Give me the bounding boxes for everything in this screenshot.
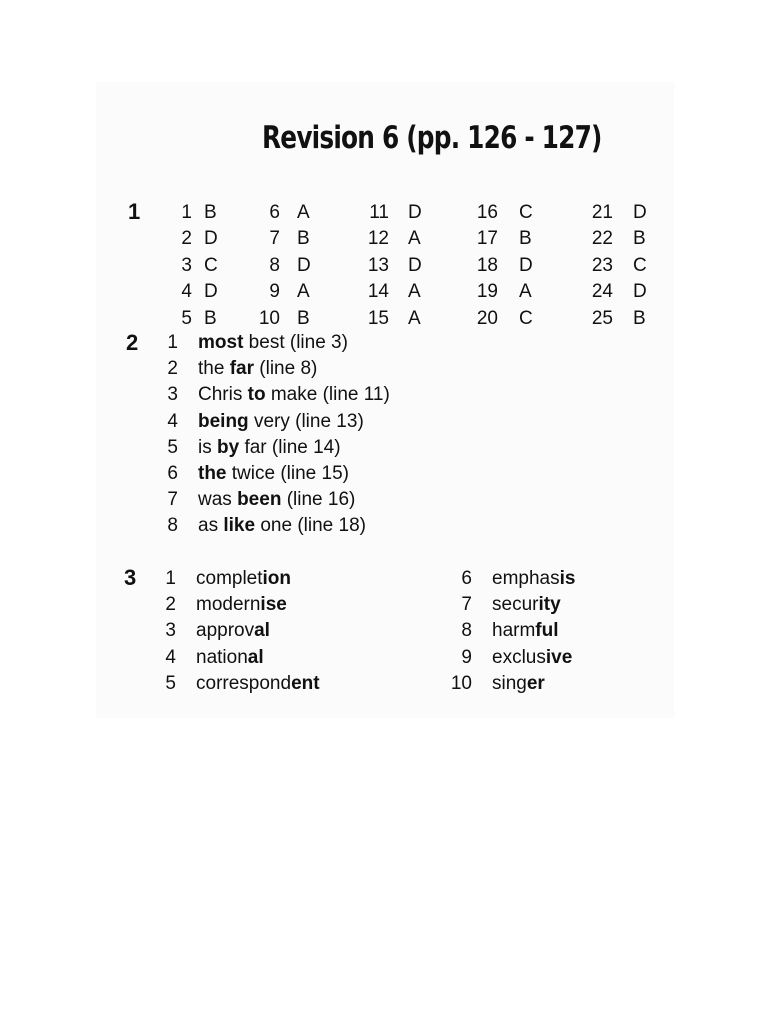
bold-word: being bbox=[198, 411, 249, 432]
bold-suffix: ive bbox=[545, 647, 573, 668]
word-stem: sing bbox=[492, 673, 527, 694]
word-stem: modern bbox=[196, 594, 261, 615]
answer-letter: C bbox=[519, 308, 533, 329]
word-form bbox=[492, 568, 575, 590]
bold-word: like bbox=[223, 515, 256, 536]
item-number: 1 bbox=[167, 332, 178, 353]
question-number: 9 bbox=[269, 281, 280, 302]
plain-text: the bbox=[198, 358, 230, 379]
answer-letter: B bbox=[297, 228, 310, 249]
correction-text bbox=[198, 437, 341, 459]
answer-letter: C bbox=[204, 255, 218, 276]
question-number: 19 bbox=[476, 281, 498, 302]
plain-text: was bbox=[198, 489, 238, 510]
answer-letter: D bbox=[633, 281, 647, 302]
answer-letter: A bbox=[519, 281, 532, 302]
item-number: 2 bbox=[165, 594, 176, 615]
bold-word: the bbox=[198, 463, 227, 484]
word-form bbox=[196, 568, 291, 590]
bold-suffix: ion bbox=[262, 568, 292, 589]
question-number: 25 bbox=[591, 308, 613, 329]
answer-letter: A bbox=[408, 228, 421, 249]
bold-suffix: al bbox=[254, 620, 270, 641]
item-number: 3 bbox=[167, 384, 178, 405]
question-number: 11 bbox=[369, 202, 389, 223]
word-form bbox=[196, 620, 270, 642]
question-number: 22 bbox=[591, 228, 613, 249]
correction-text bbox=[198, 332, 348, 354]
question-number: 8 bbox=[269, 255, 280, 276]
question-number: 7 bbox=[269, 228, 280, 249]
answer-letter: A bbox=[408, 281, 421, 302]
answer-letter: D bbox=[297, 255, 311, 276]
word-stem: correspond bbox=[196, 673, 292, 694]
answer-letter: A bbox=[297, 202, 310, 223]
correction-text bbox=[198, 515, 366, 537]
question-number: 6 bbox=[269, 202, 280, 223]
bold-suffix: ity bbox=[538, 594, 561, 615]
answer-letter: B bbox=[204, 308, 217, 329]
question-number: 14 bbox=[367, 281, 389, 302]
bold-word: been bbox=[237, 489, 282, 510]
answer-letter: C bbox=[633, 255, 647, 276]
plain-text: make (line 11) bbox=[265, 384, 390, 405]
bold-word: far bbox=[229, 358, 254, 379]
question-number: 4 bbox=[181, 281, 192, 302]
bold-word: most bbox=[198, 332, 244, 353]
answer-letter: D bbox=[633, 202, 647, 223]
question-number: 1 bbox=[181, 202, 192, 223]
bold-suffix: ful bbox=[535, 620, 559, 641]
section-2-number: 2 bbox=[126, 330, 139, 355]
item-number: 3 bbox=[165, 620, 176, 641]
answer-letter: B bbox=[519, 228, 532, 249]
answer-letter: D bbox=[408, 255, 422, 276]
plain-text: as bbox=[198, 515, 224, 536]
plain-text: best (line 3) bbox=[243, 332, 348, 353]
word-form bbox=[196, 594, 287, 616]
word-stem: approv bbox=[196, 620, 255, 641]
question-number: 2 bbox=[181, 228, 192, 249]
word-stem: nation bbox=[196, 647, 248, 668]
question-number: 23 bbox=[591, 255, 613, 276]
question-number: 24 bbox=[591, 281, 613, 302]
question-number: 16 bbox=[476, 202, 498, 223]
item-number: 8 bbox=[461, 620, 472, 641]
plain-text: one (line 18) bbox=[255, 515, 366, 536]
bold-suffix: al bbox=[247, 647, 264, 668]
bold-word: to bbox=[247, 384, 266, 405]
bold-word: by bbox=[217, 437, 240, 458]
item-number: 6 bbox=[461, 568, 472, 589]
section-1-number: 1 bbox=[128, 199, 141, 224]
word-form bbox=[492, 647, 572, 669]
word-stem: exclus bbox=[492, 647, 546, 668]
word-stem: emphas bbox=[492, 568, 560, 589]
item-number: 8 bbox=[167, 515, 178, 536]
item-number: 2 bbox=[167, 358, 178, 379]
item-number: 5 bbox=[165, 673, 176, 694]
question-number: 18 bbox=[476, 255, 498, 276]
word-form bbox=[196, 673, 320, 695]
plain-text: (line 16) bbox=[281, 489, 356, 510]
answer-letter: B bbox=[633, 308, 646, 329]
correction-text bbox=[198, 384, 390, 406]
section-3-number: 3 bbox=[124, 565, 137, 590]
question-number: 12 bbox=[367, 228, 389, 249]
question-number: 5 bbox=[181, 308, 192, 329]
plain-text: twice (line 15) bbox=[226, 463, 349, 484]
question-number: 10 bbox=[258, 308, 280, 329]
bold-suffix: er bbox=[526, 673, 545, 694]
item-number: 10 bbox=[450, 673, 472, 694]
word-stem: complet bbox=[196, 568, 263, 589]
word-stem: harm bbox=[492, 620, 536, 641]
answer-letter: A bbox=[408, 308, 421, 329]
bold-suffix: is bbox=[559, 568, 576, 589]
page-title: Revision 6 (pp. 126 - 127) bbox=[262, 120, 602, 156]
question-number: 3 bbox=[181, 255, 192, 276]
question-number: 13 bbox=[367, 255, 389, 276]
plain-text: is bbox=[198, 437, 217, 458]
word-form bbox=[492, 620, 559, 642]
item-number: 7 bbox=[167, 489, 178, 510]
answer-letter: B bbox=[204, 202, 217, 223]
plain-text: very (line 13) bbox=[248, 411, 364, 432]
word-form bbox=[196, 647, 264, 669]
answer-letter: B bbox=[297, 308, 310, 329]
item-number: 4 bbox=[165, 647, 176, 668]
question-number: 15 bbox=[367, 308, 389, 329]
plain-text: far (line 14) bbox=[239, 437, 341, 458]
answer-letter: C bbox=[519, 202, 533, 223]
answer-letter: D bbox=[408, 202, 422, 223]
item-number: 4 bbox=[167, 411, 178, 432]
answer-letter: D bbox=[519, 255, 533, 276]
bold-suffix: ent bbox=[291, 673, 320, 694]
item-number: 6 bbox=[167, 463, 178, 484]
question-number: 20 bbox=[476, 308, 498, 329]
answer-letter: A bbox=[297, 281, 310, 302]
answer-letter: B bbox=[633, 228, 646, 249]
plain-text: (line 8) bbox=[254, 358, 318, 379]
item-number: 9 bbox=[461, 647, 472, 668]
answer-letter: D bbox=[204, 281, 218, 302]
correction-text bbox=[198, 411, 364, 433]
word-form bbox=[492, 594, 561, 616]
question-number: 21 bbox=[591, 202, 613, 223]
word-stem: secur bbox=[492, 594, 539, 615]
item-number: 5 bbox=[167, 437, 178, 458]
question-number: 17 bbox=[476, 228, 498, 249]
correction-text bbox=[198, 358, 317, 380]
bold-suffix: ise bbox=[260, 594, 287, 615]
word-form bbox=[492, 673, 545, 695]
correction-text bbox=[198, 463, 349, 485]
item-number: 1 bbox=[165, 568, 176, 589]
correction-text bbox=[198, 489, 355, 511]
item-number: 7 bbox=[461, 594, 472, 615]
answer-letter: D bbox=[204, 228, 218, 249]
plain-text: Chris bbox=[198, 384, 248, 405]
